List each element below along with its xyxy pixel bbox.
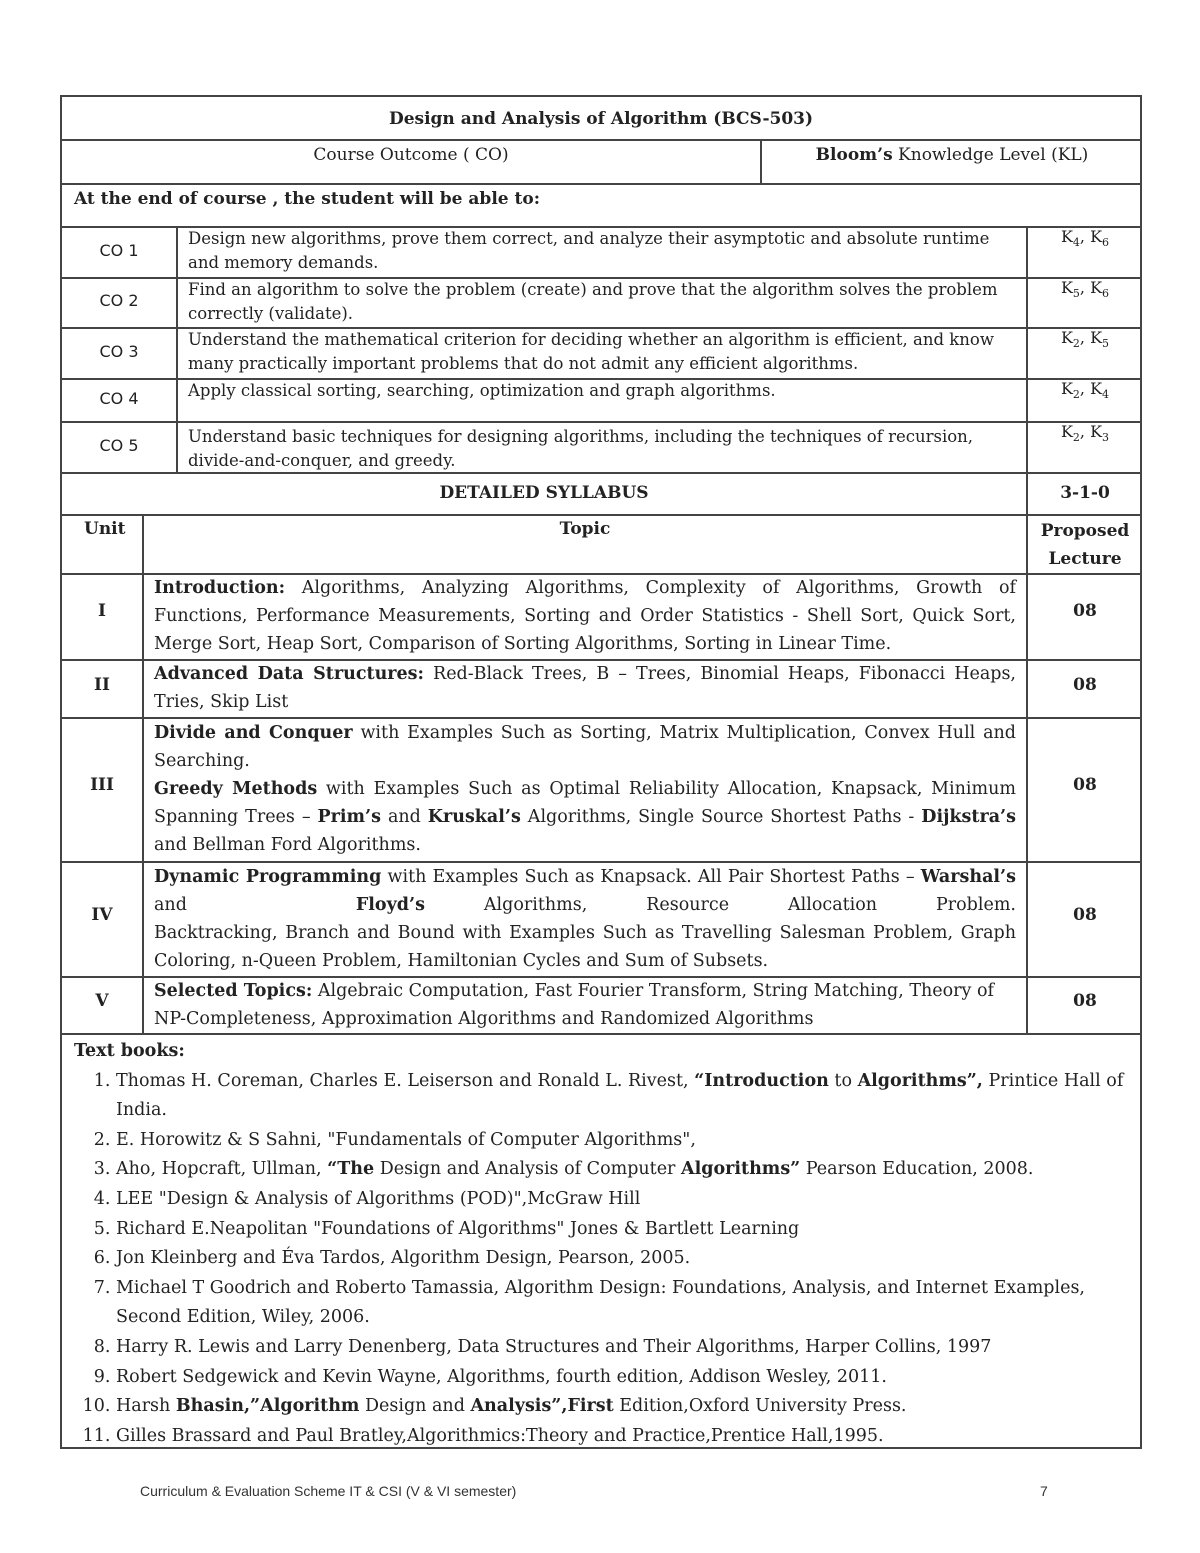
co-header: Course Outcome ( CO) — [313, 145, 509, 165]
kl-part: K — [1060, 422, 1073, 441]
unit-number: IV — [91, 905, 113, 925]
divider — [62, 1033, 1140, 1035]
list-item: 1. Thomas H. Coreman, Charles E. Leiserson and Ronald L. Rivest, “Introduction to Algorithms”, Printice Hall of India. — [116, 1067, 1124, 1126]
divider — [142, 514, 144, 1033]
divider — [62, 327, 1140, 329]
list-item: 9. Robert Sedgewick and Kevin Wayne, Algorithms, fourth edition, Addison Wesley, 2011. — [116, 1363, 1124, 1393]
kl-part: 4 — [1072, 236, 1080, 250]
kl-part: 6 — [1102, 287, 1110, 301]
list-item: 2. E. Horowitz & S Sahni, "Fundamentals of Computer Algorithms", — [116, 1126, 1124, 1156]
kl-part: K — [1060, 227, 1073, 246]
list-item: 8. Harry R. Lewis and Larry Denenberg, Data Structures and Their Algorithms, Harper Collins, 1997 — [116, 1333, 1124, 1363]
kl-part: K — [1060, 328, 1073, 347]
list-item: 5. Richard E.Neapolitan "Foundations of Algorithms" Jones & Bartlett Learning — [116, 1215, 1124, 1245]
co-line: Design new algorithms, prove them correct, and analyze their asymptotic and absolute runtime — [188, 229, 990, 248]
co-description — [188, 425, 1018, 473]
knowledge-level: $K_2$, $K_4$ — [1060, 379, 1110, 402]
footer-text: Curriculum & Evaluation Scheme IT & CSI (V & VI semester) — [140, 1483, 517, 1499]
kl-part: 2 — [1072, 431, 1080, 445]
unit-number: II — [94, 675, 110, 695]
divider — [1026, 514, 1028, 1033]
divider — [62, 472, 1140, 474]
ltp-value: 3-1-0 — [1060, 483, 1110, 503]
list-item: 4. LEE "Design & Analysis of Algorithms (POD)",McGraw Hill — [116, 1185, 1124, 1215]
kl-part: 3 — [1102, 431, 1110, 445]
kl-part: K — [1090, 328, 1103, 347]
list-item: 7. Michael T Goodrich and Roberto Tamassia, Algorithm Design: Foundations, Analysis, and Internet Examples, Second Edition, Wiley, 2006. — [116, 1274, 1124, 1333]
knowledge-level: $K_2$, $K_5$ — [1060, 328, 1110, 351]
co-code: CO 4 — [99, 389, 139, 408]
kl-part: K — [1060, 379, 1073, 398]
page-number: 7 — [1040, 1483, 1048, 1499]
syllabus-table — [60, 95, 1142, 1449]
divider — [62, 277, 1140, 279]
co-line: divide-and-conquer, and greedy. — [188, 451, 456, 470]
co-description — [188, 227, 1018, 275]
lecture-count: 08 — [1073, 775, 1097, 795]
kl-part: 2 — [1072, 337, 1080, 351]
kl-part: 5 — [1072, 287, 1080, 301]
unit-topic: Advanced Data Structures: Red-Black Trees, B – Trees, Binomial Heaps, Fibonacci Heaps, Tries, Skip List — [154, 664, 1016, 712]
co-line: Understand the mathematical criterion for deciding whether an algorithm is efficient, and know — [188, 330, 994, 349]
lecture-column-header: Proposed Lecture — [1040, 521, 1130, 569]
list-item: 10. Harsh Bhasin,”Algorithm Design and Analysis”,First Edition,Oxford University Press. — [116, 1392, 1124, 1422]
unit-number: V — [95, 991, 109, 1011]
textbooks-section — [74, 1037, 1124, 1451]
knowledge-level: $K_4$, $K_6$ — [1060, 227, 1110, 250]
co-line: Apply classical sorting, searching, optimization and graph algorithms. — [188, 381, 776, 400]
divider — [62, 139, 1140, 141]
co-description — [188, 379, 1018, 403]
divider — [62, 183, 1140, 185]
kl-part: K — [1060, 278, 1073, 297]
kl-part: K — [1090, 422, 1103, 441]
unit-topic: Selected Topics: Algebraic Computation, Fast Fourier Transform, String Matching, Theory of NP-Completeness, Approximation Algorithms and Randomized Algorithms — [154, 981, 994, 1029]
lecture-count: 08 — [1073, 991, 1097, 1011]
list-item: 11. Gilles Brassard and Paul Bratley,Algorithmics:Theory and Practice,Prentice Hall,1995. — [116, 1422, 1124, 1452]
unit-number: I — [98, 601, 106, 621]
detailed-syllabus-heading: DETAILED SYLLABUS — [439, 483, 649, 503]
kl-part: K — [1090, 379, 1103, 398]
kl-part: 6 — [1102, 236, 1110, 250]
list-item: 6. Jon Kleinberg and Éva Tardos, Algorithm Design, Pearson, 2005. — [116, 1244, 1124, 1274]
textbooks-list — [74, 1067, 1124, 1452]
divider — [62, 514, 1140, 516]
divider — [176, 226, 178, 472]
co-line: correctly (validate). — [188, 304, 354, 323]
kl-part: K — [1090, 227, 1103, 246]
co-line: and memory demands. — [188, 253, 379, 272]
co-line: Find an algorithm to solve the problem (create) and prove that the algorithm solves the problem — [188, 280, 998, 299]
unit-number: III — [90, 775, 114, 795]
lecture-count: 08 — [1073, 675, 1097, 695]
co-code: CO 2 — [99, 291, 139, 310]
co-code: CO 5 — [99, 436, 139, 455]
topic-column-header: Topic — [559, 519, 611, 539]
kl-part: K — [1090, 278, 1103, 297]
course-title: Design and Analysis of Algorithm (BCS-503) — [388, 109, 814, 129]
co-description — [188, 328, 1018, 376]
unit-topic: Divide and Conquer with Examples Such as Sorting, Matrix Multiplication, Convex Hull and Searching. Greedy Methods with Examples Such as Optimal Reliability Allocation, Knapsack, Minimum Spanning Trees – Prim’s and Kruskal’s Algorithms, Single Source Shortest Paths - Dijkstra’s and Bellman Ford Algorithms. — [154, 723, 1017, 855]
co-code: CO 3 — [99, 342, 139, 361]
kl-part: 4 — [1102, 388, 1110, 402]
list-item: 3. Aho, Hopcraft, Ullman, “The Design and Analysis of Computer Algorithms” Pearson Education, 2008. — [116, 1155, 1124, 1185]
textbooks-heading: Text books: — [74, 1041, 185, 1061]
bloom-header: Bloom’s Knowledge Level (KL) — [815, 145, 1089, 165]
intro-text: At the end of course , the student will be able to: — [74, 189, 540, 209]
lecture-count: 08 — [1073, 905, 1097, 925]
kl-part: 2 — [1072, 388, 1080, 402]
co-line: many practically important problems that do not admit any efficient algorithms. — [188, 354, 859, 373]
unit-topic: Introduction: Algorithms, Analyzing Algorithms, Complexity of Algorithms, Growth of Functions, Performance Measurements, Sorting and Order Statistics - Shell Sort, Quick Sort, Merge Sort, Heap Sort, Comparison of Sorting Algorithms, Sorting in Linear Time. — [154, 578, 1016, 654]
divider — [62, 421, 1140, 423]
kl-part: 5 — [1102, 337, 1110, 351]
divider — [62, 378, 1140, 380]
co-code: CO 1 — [99, 241, 139, 260]
knowledge-level: $K_2$, $K_3$ — [1060, 422, 1110, 445]
lecture-count: 08 — [1073, 601, 1097, 621]
co-description — [188, 278, 1018, 326]
unit-column-header: Unit — [84, 519, 126, 539]
knowledge-level: $K_5$, $K_6$ — [1060, 278, 1110, 301]
co-line: Understand basic techniques for designing algorithms, including the techniques of recursion, — [188, 427, 974, 446]
unit-topic: Dynamic Programming with Examples Such as Knapsack. All Pair Shortest Paths – Warshal’s and Floyd’s Algorithms, Resource Allocation Problem. Backtracking, Branch and Bound with Examples Such as Travelling Salesman Problem, Graph Coloring, n-Queen Problem, Hamiltonian Cycles and Sum of Subsets. — [154, 867, 1016, 971]
